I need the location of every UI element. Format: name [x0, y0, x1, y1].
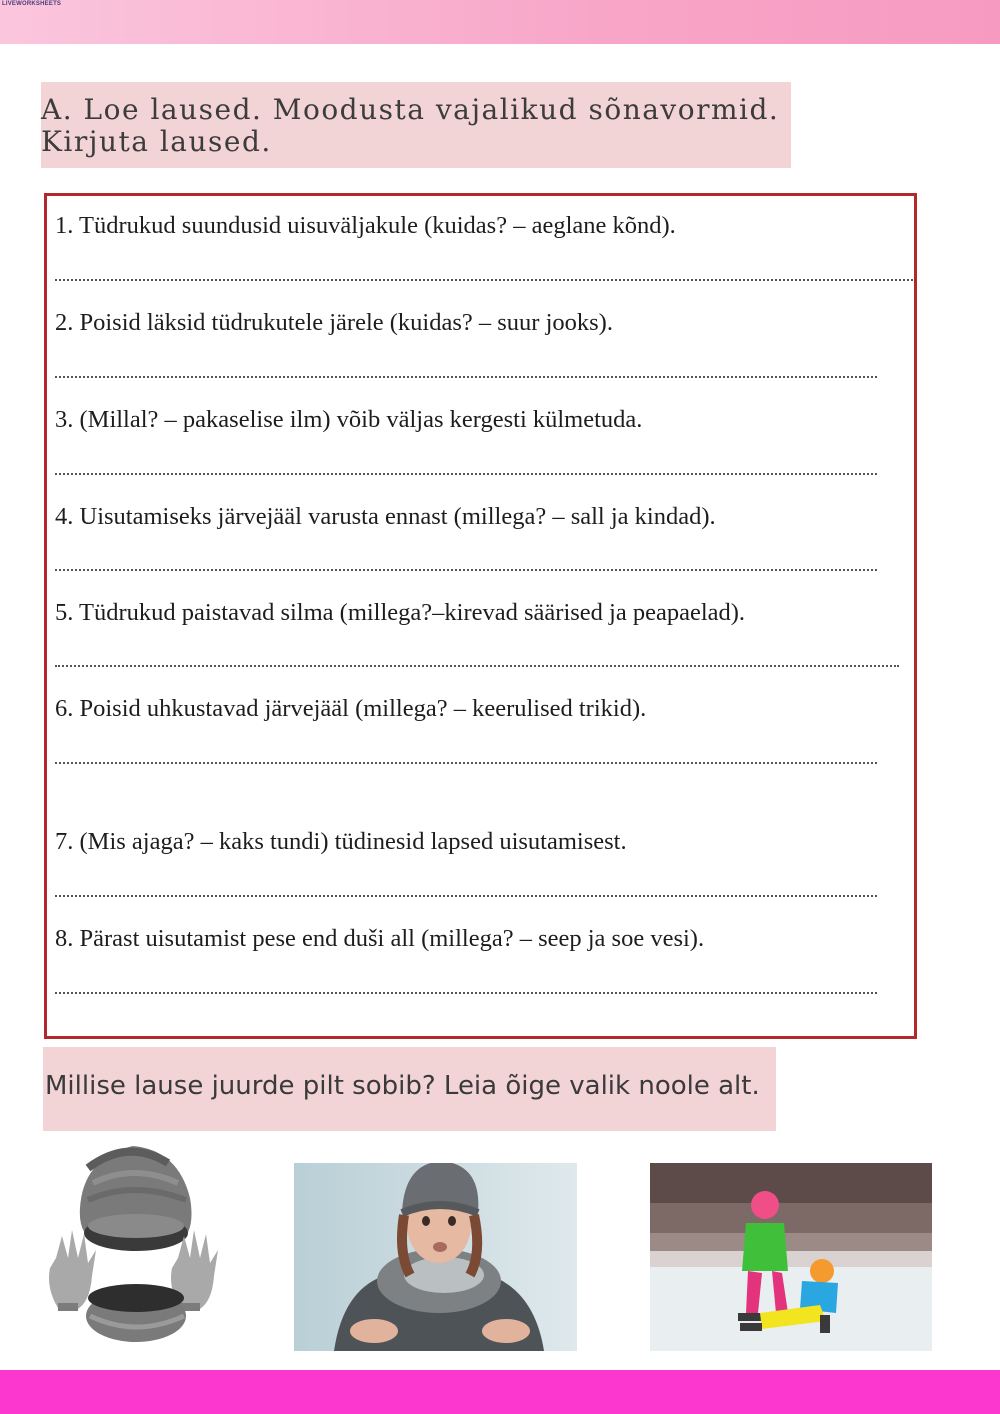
- winter-hat-gloves-scarf-image[interactable]: [28, 1138, 228, 1350]
- answer-line-8[interactable]: [55, 992, 877, 994]
- answer-line-5[interactable]: [55, 665, 899, 667]
- question-text: Millise lause juurde pilt sobib? Leia õige valik noole alt.: [45, 1071, 760, 1101]
- children-ice-skating-image[interactable]: [650, 1163, 932, 1351]
- answer-line-4[interactable]: [55, 569, 877, 571]
- sentence-7: 7. (Mis ajaga? – kaks tundi) tüdinesid lapsed uisutamisest.: [55, 828, 627, 855]
- bottom-band: [0, 1370, 1000, 1414]
- answer-line-1[interactable]: [55, 279, 913, 281]
- answer-line-2[interactable]: [55, 376, 877, 378]
- task-title: A. Loe laused. Moodusta vajalikud sõnavormid. Kirjuta laused.: [41, 93, 780, 158]
- answer-line-3[interactable]: [55, 473, 877, 475]
- sentence-3: 3. (Millal? – pakaselise ilm) võib väljas kergesti külmetuda.: [55, 406, 643, 433]
- answer-line-7[interactable]: [55, 895, 877, 897]
- cold-woman-in-scarf-image[interactable]: [294, 1163, 577, 1351]
- question-box: [43, 1047, 776, 1131]
- sentence-5: 5. Tüdrukud paistavad silma (millega?–kirevad säärised ja peapaelad).: [55, 599, 746, 626]
- exercise-box: [44, 193, 917, 1039]
- task-title-box: [41, 82, 791, 168]
- sentence-4: 4. Uisutamiseks järvejääl varusta ennast (millega? – sall ja kindad).: [55, 503, 716, 530]
- sentence-6: 6. Poisid uhkustavad järvejääl (millega? – keerulised trikid).: [55, 695, 647, 722]
- top-band: [0, 0, 1000, 44]
- sentence-2: 2. Poisid läksid tüdrukutele järele (kuidas? – suur jooks).: [55, 309, 613, 336]
- brand-logo: LIVEWORKSHEETS: [2, 1, 62, 7]
- sentence-8: 8. Pärast uisutamist pese end duši all (millega? – seep ja soe vesi).: [55, 925, 705, 952]
- answer-line-6[interactable]: [55, 762, 877, 764]
- sentence-1: 1. Tüdrukud suundusid uisuväljakule (kuidas? – aeglane kõnd).: [55, 212, 676, 239]
